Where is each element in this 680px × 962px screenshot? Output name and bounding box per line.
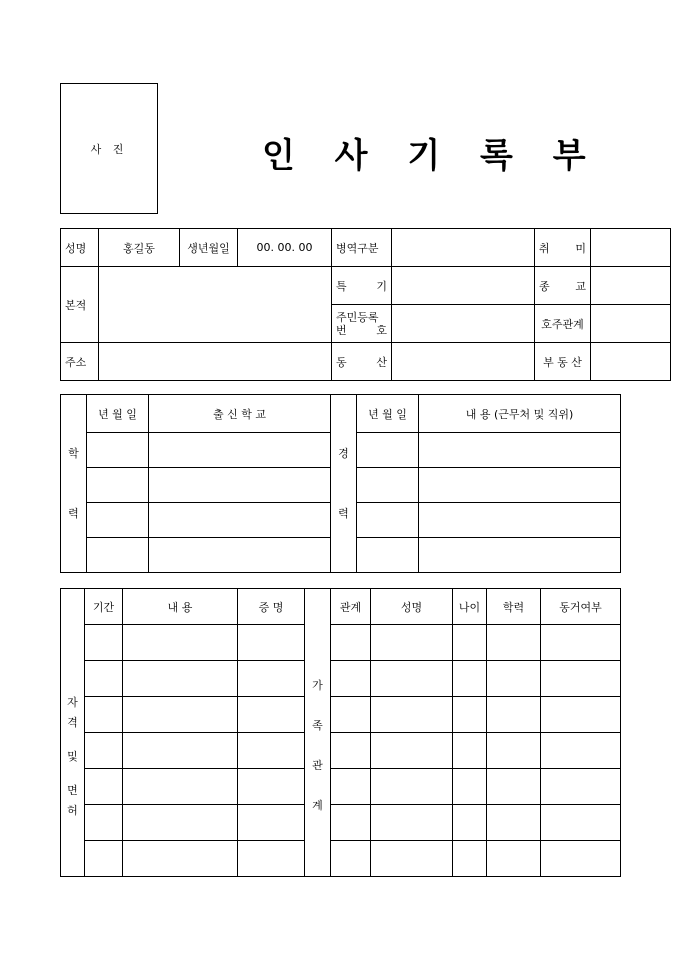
license-cert-cell[interactable]: [238, 625, 305, 661]
family-cohab-cell[interactable]: [541, 805, 621, 841]
license-period-header: 기간: [85, 589, 123, 625]
license-period-cell[interactable]: [85, 769, 123, 805]
career-content-cell[interactable]: [419, 468, 621, 503]
family-name-cell[interactable]: [371, 661, 453, 697]
name-value[interactable]: 홍길동: [99, 229, 180, 267]
license-content-cell[interactable]: [123, 625, 238, 661]
family-name-cell[interactable]: [371, 733, 453, 769]
movable-label: 동 산: [332, 343, 392, 381]
dob-label: 생년월일: [180, 229, 238, 267]
family-name-cell[interactable]: [371, 805, 453, 841]
family-age-cell[interactable]: [453, 805, 487, 841]
career-date-cell[interactable]: [357, 468, 419, 503]
license-cert-cell[interactable]: [238, 697, 305, 733]
education-section-label: 학 력: [61, 395, 87, 573]
family-age-cell[interactable]: [453, 625, 487, 661]
education-school-header: 출 신 학 교: [149, 395, 331, 433]
license-period-cell[interactable]: [85, 841, 123, 877]
address-label: 주소: [61, 343, 99, 381]
hobby-value[interactable]: [591, 229, 671, 267]
photo-label: 사 진: [90, 142, 128, 156]
family-head-label: 호주관계: [535, 305, 591, 343]
license-cert-cell[interactable]: [238, 733, 305, 769]
family-name-cell[interactable]: [371, 841, 453, 877]
career-date-cell[interactable]: [357, 503, 419, 538]
family-relation-header: 관계: [331, 589, 371, 625]
realestate-value[interactable]: [591, 343, 671, 381]
family-age-cell[interactable]: [453, 769, 487, 805]
license-content-cell[interactable]: [123, 733, 238, 769]
realestate-label: 부 동 산: [535, 343, 591, 381]
id-number-value[interactable]: [392, 305, 535, 343]
career-content-cell[interactable]: [419, 433, 621, 468]
family-section-label: 가 족 관 계: [305, 589, 331, 877]
origin-label: 본적: [61, 267, 99, 343]
license-content-cell[interactable]: [123, 661, 238, 697]
family-cohab-header: 동거여부: [541, 589, 621, 625]
career-content-cell[interactable]: [419, 503, 621, 538]
military-value[interactable]: [392, 229, 535, 267]
special-label: 특 기: [332, 267, 392, 305]
family-relation-cell[interactable]: [331, 805, 371, 841]
family-age-cell[interactable]: [453, 697, 487, 733]
religion-label: 종 교: [535, 267, 591, 305]
page-title: 인 사 기 록 부: [262, 136, 600, 176]
family-edu-cell[interactable]: [487, 805, 541, 841]
family-edu-cell[interactable]: [487, 841, 541, 877]
personal-info-table: [60, 228, 671, 381]
license-period-cell[interactable]: [85, 733, 123, 769]
hobby-label: 취 미: [535, 229, 591, 267]
family-relation-cell[interactable]: [331, 697, 371, 733]
career-date-cell[interactable]: [357, 538, 419, 573]
family-head-value[interactable]: [591, 305, 671, 343]
family-cohab-cell[interactable]: [541, 769, 621, 805]
license-family-table: [60, 588, 621, 877]
license-period-cell[interactable]: [85, 625, 123, 661]
license-content-cell[interactable]: [123, 769, 238, 805]
dob-value[interactable]: 00. 00. 00: [238, 229, 332, 267]
special-value[interactable]: [392, 267, 535, 305]
address-value[interactable]: [99, 343, 332, 381]
license-period-cell[interactable]: [85, 661, 123, 697]
education-school-cell[interactable]: [149, 433, 331, 468]
education-date-cell[interactable]: [87, 538, 149, 573]
career-section-label: 경 력: [331, 395, 357, 573]
license-content-cell[interactable]: [123, 805, 238, 841]
license-period-cell[interactable]: [85, 697, 123, 733]
family-age-cell[interactable]: [453, 661, 487, 697]
license-cert-cell[interactable]: [238, 769, 305, 805]
family-age-header: 나이: [453, 589, 487, 625]
career-date-header: 년 월 일: [357, 395, 419, 433]
id-number-label: 주민등록 번 호: [332, 305, 392, 343]
family-relation-cell[interactable]: [331, 661, 371, 697]
family-cohab-cell[interactable]: [541, 625, 621, 661]
education-date-cell[interactable]: [87, 433, 149, 468]
family-relation-cell[interactable]: [331, 625, 371, 661]
origin-value[interactable]: [99, 267, 332, 343]
license-cert-header: 증 명: [238, 589, 305, 625]
family-edu-header: 학력: [487, 589, 541, 625]
license-content-header: 내 용: [123, 589, 238, 625]
family-age-cell[interactable]: [453, 841, 487, 877]
family-relation-cell[interactable]: [331, 769, 371, 805]
family-cohab-cell[interactable]: [541, 733, 621, 769]
family-edu-cell[interactable]: [487, 697, 541, 733]
career-date-cell[interactable]: [357, 433, 419, 468]
family-name-header: 성명: [371, 589, 453, 625]
family-name-cell[interactable]: [371, 625, 453, 661]
military-label: 병역구분: [332, 229, 392, 267]
family-edu-cell[interactable]: [487, 769, 541, 805]
family-name-cell[interactable]: [371, 697, 453, 733]
family-relation-cell[interactable]: [331, 841, 371, 877]
education-school-cell[interactable]: [149, 538, 331, 573]
education-school-cell[interactable]: [149, 503, 331, 538]
family-age-cell[interactable]: [453, 733, 487, 769]
education-date-header: 년 월 일: [87, 395, 149, 433]
family-edu-cell[interactable]: [487, 733, 541, 769]
photo-box: [60, 83, 158, 214]
family-relation-cell[interactable]: [331, 733, 371, 769]
education-career-table: [60, 394, 621, 573]
license-cert-cell[interactable]: [238, 661, 305, 697]
education-school-cell[interactable]: [149, 468, 331, 503]
family-cohab-cell[interactable]: [541, 841, 621, 877]
license-cert-cell[interactable]: [238, 841, 305, 877]
name-label: 성명: [61, 229, 99, 267]
license-content-cell[interactable]: [123, 697, 238, 733]
license-content-cell[interactable]: [123, 841, 238, 877]
license-period-cell[interactable]: [85, 805, 123, 841]
family-cohab-cell[interactable]: [541, 697, 621, 733]
religion-value[interactable]: [591, 267, 671, 305]
family-edu-cell[interactable]: [487, 625, 541, 661]
career-content-header: 내 용 (근무처 및 직위): [419, 395, 621, 433]
family-name-cell[interactable]: [371, 769, 453, 805]
education-date-cell[interactable]: [87, 503, 149, 538]
movable-value[interactable]: [392, 343, 535, 381]
license-section-label: 자 격 및 면 허: [61, 589, 85, 877]
family-cohab-cell[interactable]: [541, 661, 621, 697]
career-content-cell[interactable]: [419, 538, 621, 573]
license-cert-cell[interactable]: [238, 805, 305, 841]
family-edu-cell[interactable]: [487, 661, 541, 697]
education-date-cell[interactable]: [87, 468, 149, 503]
